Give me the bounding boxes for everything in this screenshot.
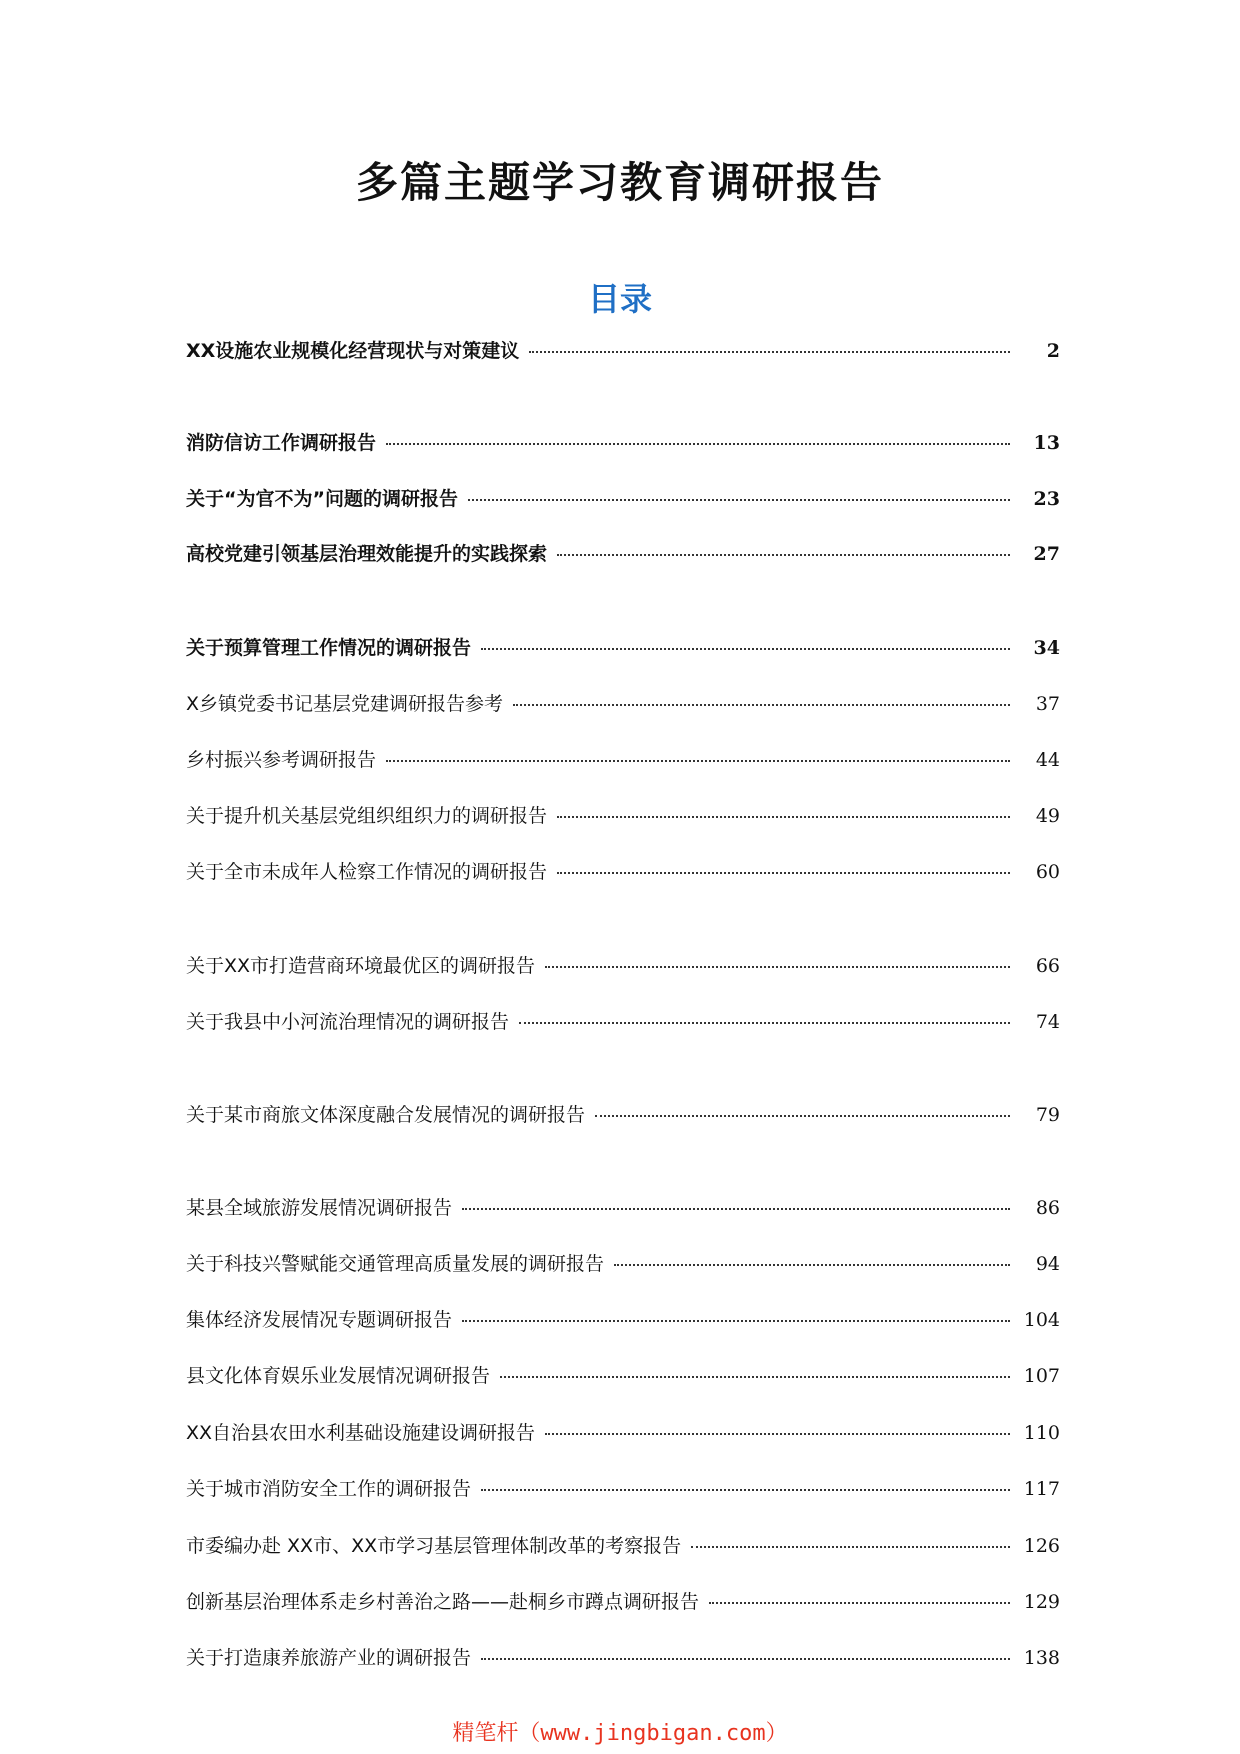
toc-entry-title: 关于科技兴警赋能交通管理高质量发展的调研报告 <box>186 1253 605 1275</box>
toc-dot-leader <box>481 1489 1010 1491</box>
toc-entry-title: 县文化体育娱乐业发展情况调研报告 <box>186 1365 491 1387</box>
toc-dot-leader <box>557 872 1010 874</box>
toc-entry[interactable] <box>186 951 1060 978</box>
toc-entry[interactable] <box>186 689 1060 716</box>
toc-dot-leader <box>462 1320 1010 1322</box>
toc-dot-leader <box>500 1376 1010 1378</box>
toc-entry[interactable] <box>186 1643 1060 1670</box>
toc-dot-leader <box>468 499 1010 501</box>
toc-entry-title: 高校党建引领基层治理效能提升的实践探索 <box>186 543 548 565</box>
toc-entry-title: 创新基层治理体系走乡村善治之路——赴桐乡市蹲点调研报告 <box>186 1591 700 1613</box>
toc-entry[interactable] <box>186 1474 1060 1501</box>
toc-entry-page-number: 74 <box>1035 1011 1060 1033</box>
toc-entry-title: 集体经济发展情况专题调研报告 <box>186 1309 453 1331</box>
toc-dot-leader <box>557 816 1010 818</box>
toc-entry-title: 关于“为官不为”问题的调研报告 <box>186 488 458 510</box>
toc-entry-page-number: 94 <box>1035 1253 1060 1275</box>
toc-dot-leader <box>557 554 1010 556</box>
toc-entry[interactable] <box>186 428 1060 455</box>
toc-entry[interactable] <box>186 745 1060 772</box>
toc-entry-title: 关于提升机关基层党组织组织力的调研报告 <box>186 805 548 827</box>
toc-entry[interactable] <box>186 1361 1060 1388</box>
toc-entry-page-number: 27 <box>1033 543 1060 565</box>
toc-entry-page-number: 34 <box>1033 637 1060 659</box>
toc-entry[interactable] <box>186 1418 1060 1445</box>
toc-dot-leader <box>481 1658 1010 1660</box>
document-title: 多篇主题学习教育调研报告 <box>355 158 884 207</box>
toc-entry[interactable] <box>186 857 1060 884</box>
toc-dot-leader <box>614 1264 1010 1266</box>
toc-entry-title: 关于全市未成年人检察工作情况的调研报告 <box>186 861 548 883</box>
toc-entry-title: 关于某市商旅文体深度融合发展情况的调研报告 <box>186 1104 586 1126</box>
toc-dot-leader <box>691 1546 1010 1548</box>
toc-entry-page-number: 44 <box>1035 749 1060 771</box>
toc-entry-page-number: 66 <box>1035 955 1060 977</box>
toc-entry[interactable] <box>186 633 1060 660</box>
toc-entry[interactable] <box>186 1100 1060 1127</box>
toc-entry-title: 关于XX市打造营商环境最优区的调研报告 <box>186 955 536 977</box>
toc-entry-page-number: 2 <box>1046 340 1060 362</box>
toc-entry[interactable] <box>186 484 1060 511</box>
footer-brand: 精笔杆 <box>452 1721 519 1746</box>
footer-watermark[interactable] <box>0 1716 1240 1747</box>
toc-dot-leader <box>519 1022 1010 1024</box>
toc-entry[interactable] <box>186 1587 1060 1614</box>
toc-entry-page-number: 79 <box>1035 1104 1060 1126</box>
toc-entry-title: 市委编办赴 XX市、XX市学习基层管理体制改革的考察报告 <box>186 1535 682 1557</box>
footer-url-link[interactable]: （www.jingbigan.com） <box>518 1721 788 1746</box>
toc-dot-leader <box>386 760 1010 762</box>
toc-entry-title: 关于打造康养旅游产业的调研报告 <box>186 1647 472 1669</box>
toc-entry-page-number: 49 <box>1035 805 1060 827</box>
toc-entry-title: 关于城市消防安全工作的调研报告 <box>186 1478 472 1500</box>
toc-entry-page-number: 86 <box>1035 1197 1060 1219</box>
toc-entry[interactable] <box>186 801 1060 828</box>
toc-dot-leader <box>545 966 1010 968</box>
toc-entry-title: X乡镇党委书记基层党建调研报告参考 <box>186 693 504 715</box>
toc-entry-page-number: 117 <box>1023 1478 1060 1500</box>
toc-entry[interactable] <box>186 1305 1060 1332</box>
toc-entry-page-number: 138 <box>1023 1647 1060 1669</box>
toc-entry-page-number: 13 <box>1033 432 1060 454</box>
toc-dot-leader <box>709 1602 1010 1604</box>
toc-entry-page-number: 23 <box>1033 488 1060 510</box>
toc-entry-title: 消防信访工作调研报告 <box>186 432 377 454</box>
toc-dot-leader <box>481 648 1010 650</box>
toc-entry-page-number: 107 <box>1023 1365 1060 1387</box>
toc-heading: 目录 <box>587 280 652 318</box>
toc-dot-leader <box>462 1208 1010 1210</box>
toc-dot-leader <box>595 1115 1010 1117</box>
toc-entry[interactable] <box>186 1249 1060 1276</box>
toc-entry-title: 关于预算管理工作情况的调研报告 <box>186 637 472 659</box>
toc-entry-title: XX设施农业规模化经营现状与对策建议 <box>186 340 520 362</box>
toc-entry-title: XX自治县农田水利基础设施建设调研报告 <box>186 1422 536 1444</box>
toc-dot-leader <box>529 351 1010 353</box>
toc-entry[interactable] <box>186 1007 1060 1034</box>
toc-entry-title: 关于我县中小河流治理情况的调研报告 <box>186 1011 510 1033</box>
toc-dot-leader <box>386 443 1010 445</box>
toc-dot-leader <box>513 704 1010 706</box>
toc-entry-title: 某县全域旅游发展情况调研报告 <box>186 1197 453 1219</box>
toc-entry-page-number: 129 <box>1023 1591 1060 1613</box>
toc-entry[interactable] <box>186 1193 1060 1220</box>
toc-entry[interactable] <box>186 1531 1060 1558</box>
toc-dot-leader <box>545 1433 1010 1435</box>
toc-entry-page-number: 104 <box>1023 1309 1060 1331</box>
toc-entry-page-number: 60 <box>1035 861 1060 883</box>
toc-entry-page-number: 110 <box>1023 1422 1060 1444</box>
toc-entry-title: 乡村振兴参考调研报告 <box>186 749 377 771</box>
toc-entry-page-number: 126 <box>1023 1535 1060 1557</box>
toc-entry[interactable] <box>186 336 1060 363</box>
toc-entry-page-number: 37 <box>1035 693 1060 715</box>
toc-entry[interactable] <box>186 539 1060 566</box>
